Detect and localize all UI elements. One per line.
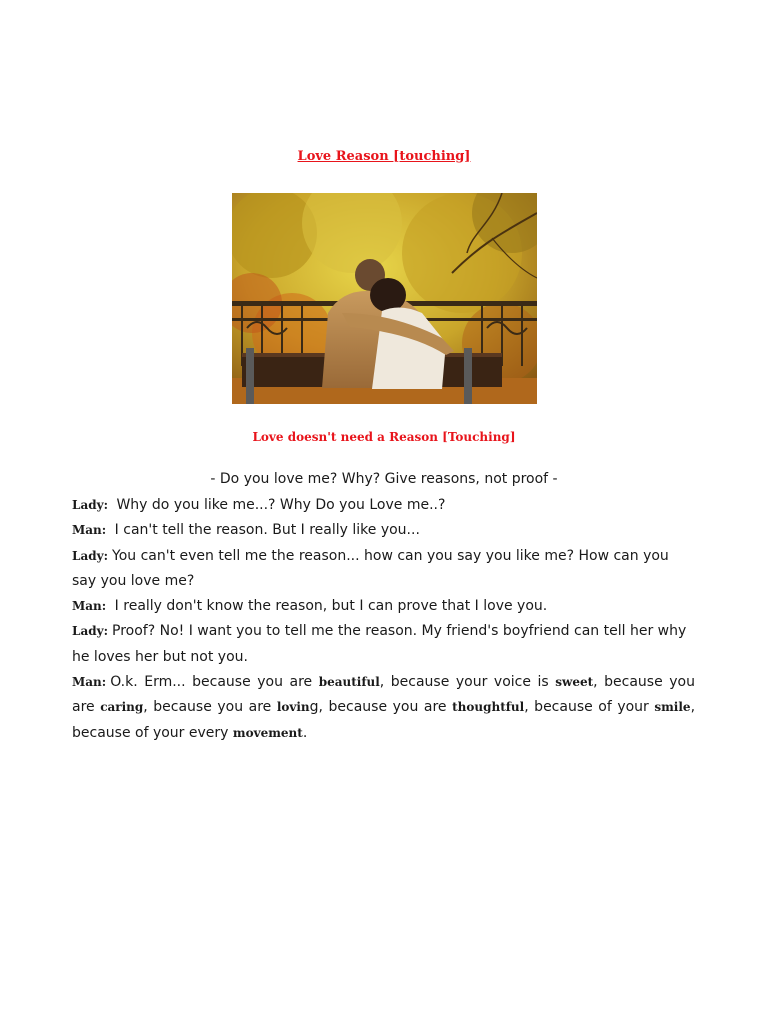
dialog-line-final xyxy=(72,670,695,746)
dialog-text: O.k. Erm... because you are xyxy=(110,674,319,691)
dialog-text: Proof? No! I want you to tell me the reason. My friend's boyfriend can tell her why he loves her but not you. xyxy=(72,623,687,665)
page-title: Love Reason [touching] xyxy=(297,149,471,164)
dialog-line xyxy=(72,518,695,543)
dialog-line xyxy=(72,493,695,518)
dialog-text: You can't even tell me the reason... how can you say you like me? How can you say you love me? xyxy=(72,547,669,589)
speaker-label: Lady: xyxy=(72,548,109,563)
dialog-text: , because of your every xyxy=(72,699,696,741)
keyword: beautiful xyxy=(318,675,380,690)
dialog-text: , because you are xyxy=(318,699,453,716)
keyword: movement xyxy=(232,725,303,740)
keyword: caring xyxy=(100,700,144,715)
dialog-line xyxy=(72,619,695,670)
dialog-text: . xyxy=(302,724,308,741)
speaker-label: Man: xyxy=(72,523,107,538)
dialog-text: g xyxy=(309,699,319,716)
speaker-label: Man: xyxy=(72,599,107,614)
keyword: smile xyxy=(654,700,691,715)
keyword: sweet xyxy=(555,675,594,690)
speaker-label: Lady: xyxy=(72,498,109,512)
subtitle: Love doesn't need a Reason [Touching] xyxy=(252,430,516,444)
tagline: - Do you love me? Why? Give reasons, not proof - xyxy=(210,471,558,487)
dialog-line xyxy=(72,594,695,619)
dialog-text: , because your voice is xyxy=(379,674,556,691)
dialog-text: Why do you like me...? Why Do you Love me..? xyxy=(116,497,446,513)
couple-on-bench-photo xyxy=(232,193,537,404)
dialog-text: , because you are xyxy=(72,674,695,716)
dialog-text: I really don't know the reason, but I can prove that I love you. xyxy=(114,598,548,615)
dialog xyxy=(72,493,695,746)
keyword: lovin xyxy=(276,700,310,715)
speaker-label: Man: xyxy=(72,675,107,690)
dialog-text: , because of your xyxy=(524,699,655,716)
keyword: thoughtful xyxy=(452,700,525,715)
speaker-label: Lady: xyxy=(72,624,109,639)
dialog-line xyxy=(72,544,695,595)
dialog-text: , because you are xyxy=(143,699,277,716)
dialog-text: I can't tell the reason. But I really like you... xyxy=(114,522,420,539)
